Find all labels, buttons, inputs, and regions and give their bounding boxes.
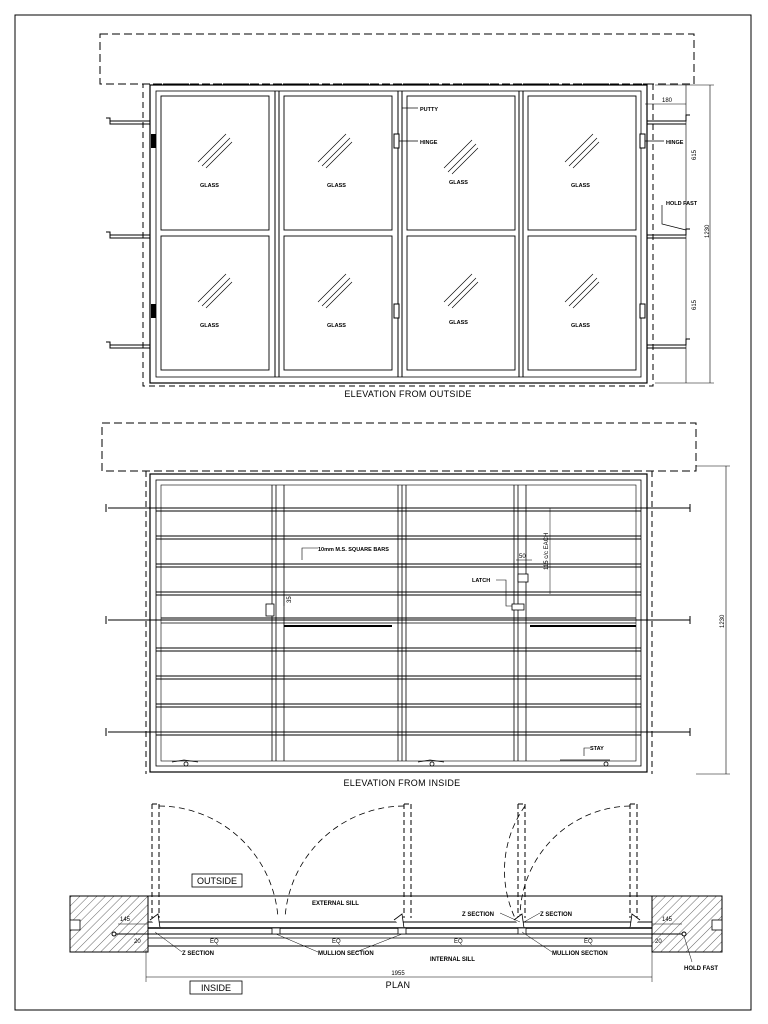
z-section-label: Z SECTION bbox=[540, 912, 573, 918]
z-section-label: Z SECTION bbox=[182, 951, 215, 957]
elevation-inside bbox=[102, 423, 730, 788]
plan-view bbox=[70, 804, 722, 994]
putty-label: PUTTY bbox=[420, 107, 439, 113]
dim-115: 115 c/c EACH bbox=[544, 532, 550, 570]
title-outside: ELEVATION FROM OUTSIDE bbox=[344, 389, 472, 399]
glass-label: GLASS bbox=[200, 183, 219, 189]
inside-tag-text: INSIDE bbox=[200, 983, 232, 993]
mullion-section-label: MULLION SECTION bbox=[552, 951, 608, 957]
glass-label: GLASS bbox=[571, 183, 590, 189]
dim-20-right: 20 bbox=[655, 939, 662, 945]
dim-50: 50 bbox=[519, 554, 526, 560]
lintel-outside bbox=[100, 34, 694, 84]
stopper-icon bbox=[266, 604, 274, 616]
stay-label: STAY bbox=[590, 746, 604, 752]
hinge-label: HINGE bbox=[666, 140, 684, 146]
latch-handle-icon bbox=[512, 604, 524, 610]
latch-label: LATCH bbox=[472, 578, 491, 584]
latch-icon bbox=[518, 574, 528, 582]
eq-label: EQ bbox=[454, 939, 463, 945]
dim-145-left: 145 bbox=[120, 917, 131, 923]
glass-label: GLASS bbox=[571, 323, 590, 329]
glass-label: GLASS bbox=[449, 320, 468, 326]
bars-label: 10mm M.S. SQUARE BARS bbox=[318, 547, 389, 553]
outside-tag-text: OUTSIDE bbox=[196, 876, 238, 886]
dim-35: 35 bbox=[287, 596, 293, 603]
external-sill-label: EXTERNAL SILL bbox=[312, 901, 359, 907]
hold-fast-label: HOLD FAST bbox=[684, 966, 718, 972]
hold-fast-label: HOLD FAST bbox=[666, 201, 698, 207]
mullion-section-label: MULLION SECTION bbox=[318, 951, 374, 957]
eq-label: EQ bbox=[210, 939, 219, 945]
dim-1230-inside: 1230 bbox=[720, 614, 726, 628]
elevation-outside bbox=[100, 34, 714, 399]
dim-1230: 1230 bbox=[705, 224, 711, 238]
sheet-border bbox=[15, 15, 751, 1010]
glass-label: GLASS bbox=[327, 183, 346, 189]
dim-615-bottom: 615 bbox=[692, 299, 698, 310]
dim-615-top: 615 bbox=[692, 149, 698, 160]
lintel-inside bbox=[102, 423, 696, 471]
dim-20-left: 20 bbox=[134, 939, 141, 945]
square-bars bbox=[108, 508, 690, 735]
glass-label: GLASS bbox=[449, 180, 468, 186]
swing-arcs bbox=[159, 806, 630, 918]
glass-label: GLASS bbox=[327, 323, 346, 329]
z-section-label: Z SECTION bbox=[462, 912, 495, 918]
dim-1955: 1955 bbox=[391, 971, 405, 977]
hinge-label: HINGE bbox=[420, 140, 438, 146]
dim-145-right: 145 bbox=[662, 917, 673, 923]
eq-label: EQ bbox=[584, 939, 593, 945]
internal-sill-label: INTERNAL SILL bbox=[430, 957, 475, 963]
title-inside: ELEVATION FROM INSIDE bbox=[343, 778, 461, 788]
glass-label: GLASS bbox=[200, 323, 219, 329]
title-plan: PLAN bbox=[385, 980, 411, 990]
dim-180: 180 bbox=[662, 98, 673, 104]
eq-label: EQ bbox=[332, 939, 341, 945]
